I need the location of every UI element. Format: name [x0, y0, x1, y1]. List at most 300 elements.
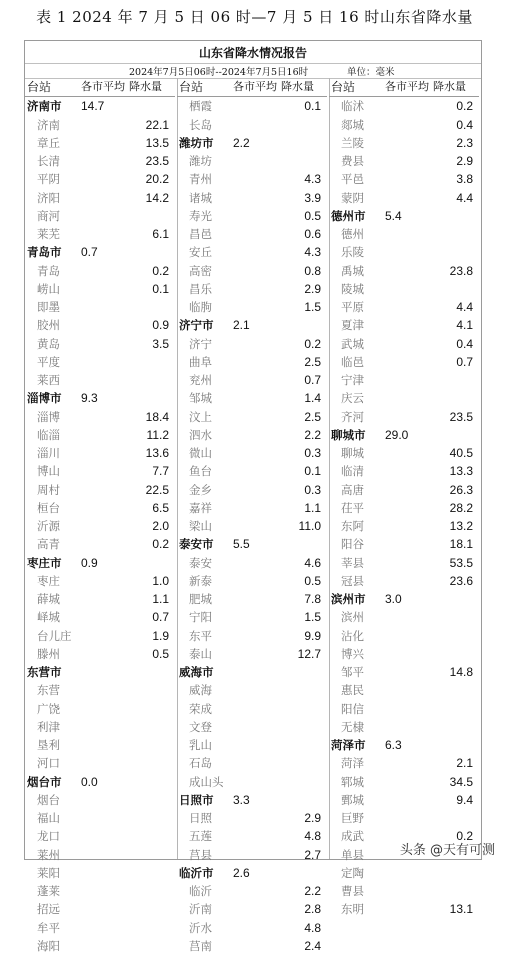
station-row [177, 207, 327, 225]
precipitation-value: 23.5 [145, 154, 169, 168]
station-row [25, 207, 175, 225]
station-name: 微山 [189, 446, 212, 460]
station-name: 邹平 [341, 665, 364, 679]
station-name: 聊城 [341, 446, 364, 460]
station-row [329, 700, 479, 718]
station-row [25, 152, 175, 170]
precipitation-value: 0.3 [304, 446, 321, 460]
precipitation-value: 14.2 [145, 190, 169, 205]
station-name: 武城 [341, 336, 364, 351]
station-row [25, 298, 175, 316]
station-row [177, 681, 327, 699]
station-name: 东明 [341, 902, 364, 917]
city-average: 2.1 [233, 318, 250, 333]
precipitation-value: 3.5 [152, 336, 169, 351]
station-row [25, 791, 175, 809]
city-name: 泰安市 [179, 537, 214, 552]
station-row [25, 444, 175, 462]
station-name: 单县 [341, 847, 364, 862]
precipitation-value: 1.9 [152, 628, 169, 643]
station-row [177, 919, 327, 937]
station-name: 乳山 [189, 738, 212, 752]
station-name: 日照 [189, 811, 212, 825]
station-name: 沾化 [341, 628, 364, 643]
station-row [177, 298, 327, 316]
city-row [177, 663, 327, 681]
station-row [25, 900, 175, 918]
station-name: 宁阳 [189, 610, 212, 625]
station-name: 章丘 [37, 135, 60, 150]
station-name: 鄄城 [341, 792, 364, 807]
station-name: 新泰 [189, 573, 212, 588]
station-name: 昌乐 [189, 281, 212, 296]
city-average: 5.4 [385, 208, 402, 223]
precipitation-value: 4.1 [456, 318, 473, 333]
station-name: 惠民 [341, 683, 364, 698]
station-row [177, 335, 327, 353]
city-row [177, 864, 327, 882]
station-row [177, 389, 327, 407]
station-name: 东平 [189, 628, 212, 643]
station-row [177, 243, 327, 261]
city-row [329, 426, 479, 444]
station-name: 石岛 [189, 756, 212, 771]
station-name: 平原 [341, 300, 364, 314]
city-row [25, 554, 175, 572]
city-row [329, 590, 479, 608]
precipitation-value: 20.2 [145, 172, 169, 187]
station-row [25, 353, 175, 371]
station-row [25, 681, 175, 699]
station-row [329, 663, 479, 681]
station-name: 济宁 [189, 336, 212, 351]
station-row [177, 280, 327, 298]
precipitation-value: 0.2 [152, 263, 169, 278]
report-period: 2024年7月5日06时--2024年7月5日16时 [129, 67, 309, 78]
station-name: 莱芜 [37, 227, 60, 241]
station-row [329, 353, 479, 371]
report-unit: 单位：毫米 [347, 67, 395, 78]
station-row [329, 882, 479, 900]
station-name: 枣庄 [37, 573, 60, 588]
station-name: 陵城 [341, 281, 364, 296]
precipitation-value: 0.2 [152, 537, 169, 552]
station-row [25, 754, 175, 772]
station-name: 乐陵 [341, 245, 364, 260]
station-name: 招远 [37, 902, 60, 917]
precipitation-value: 0.1 [152, 281, 169, 296]
station-name: 德州 [341, 227, 364, 241]
header-city-average: 各市平均 [233, 80, 277, 93]
station-row [177, 846, 327, 864]
station-row [177, 499, 327, 517]
station-row [329, 335, 479, 353]
precipitation-value: 0.8 [304, 263, 321, 278]
station-name: 五莲 [189, 829, 212, 844]
station-row [25, 937, 175, 955]
station-row [177, 882, 327, 900]
precipitation-value: 2.1 [456, 756, 473, 771]
station-row [177, 754, 327, 772]
header-precipitation: 降水量 [129, 80, 162, 93]
station-name: 泗水 [189, 427, 212, 442]
city-name: 滨州市 [331, 592, 366, 606]
station-row [25, 116, 175, 134]
station-name: 海阳 [37, 938, 60, 953]
station-name: 平邑 [341, 172, 364, 187]
station-row [25, 426, 175, 444]
station-name: 青岛 [37, 263, 60, 278]
station-row [329, 773, 479, 791]
precipitation-value: 1.5 [304, 300, 321, 314]
station-row [177, 900, 327, 918]
table-column-2 [177, 78, 327, 955]
station-name: 莱西 [37, 373, 60, 387]
station-name: 济阳 [37, 190, 60, 205]
station-row [329, 152, 479, 170]
station-row [177, 773, 327, 791]
station-row [25, 846, 175, 864]
station-row [329, 627, 479, 645]
city-row [25, 773, 175, 791]
precipitation-value: 0.1 [304, 99, 321, 114]
station-row [25, 572, 175, 590]
precipitation-value: 9.9 [304, 628, 321, 643]
station-row [329, 243, 479, 261]
station-row [25, 481, 175, 499]
city-name: 潍坊市 [179, 135, 214, 150]
station-name: 济南 [37, 117, 60, 132]
station-name: 利津 [37, 719, 60, 734]
precipitation-value: 40.5 [449, 446, 473, 460]
station-name: 淄川 [37, 446, 60, 460]
precipitation-value: 7.7 [152, 464, 169, 479]
city-name: 聊城市 [331, 427, 366, 442]
precipitation-value: 4.4 [456, 300, 473, 314]
header-precipitation: 降水量 [281, 80, 314, 93]
station-name: 黄岛 [37, 336, 60, 351]
station-row [177, 809, 327, 827]
station-row [25, 225, 175, 243]
station-row [25, 335, 175, 353]
station-name: 栖霞 [189, 99, 212, 114]
header-city-average: 各市平均 [385, 80, 429, 93]
station-name: 蓬莱 [37, 884, 60, 898]
precipitation-value: 4.4 [456, 190, 473, 205]
station-row [25, 882, 175, 900]
station-row [329, 554, 479, 572]
report-subheader [25, 63, 481, 79]
station-row [25, 189, 175, 207]
station-row [177, 736, 327, 754]
station-name: 文登 [189, 719, 212, 734]
precipitation-value: 23.8 [449, 263, 473, 278]
station-row [329, 535, 479, 553]
station-row [177, 189, 327, 207]
precipitation-value: 6.1 [152, 227, 169, 241]
station-row [329, 864, 479, 882]
precipitation-value: 13.2 [449, 519, 473, 533]
precipitation-value: 0.1 [304, 464, 321, 479]
precipitation-value: 53.5 [449, 555, 473, 570]
station-row [329, 754, 479, 772]
precipitation-value: 0.5 [304, 573, 321, 588]
city-row [25, 243, 175, 261]
station-name: 兖州 [189, 373, 212, 387]
station-name: 曹县 [341, 884, 364, 898]
precipitation-value: 0.2 [304, 336, 321, 351]
station-row [177, 481, 327, 499]
city-name: 威海市 [179, 665, 214, 679]
station-name: 蒙阴 [341, 190, 364, 205]
station-row [329, 517, 479, 535]
station-name: 威海 [189, 683, 212, 698]
station-row [177, 554, 327, 572]
precipitation-value: 1.0 [152, 573, 169, 588]
station-row [329, 791, 479, 809]
station-name: 夏津 [341, 318, 364, 333]
station-name: 薛城 [37, 592, 60, 606]
station-row [329, 116, 479, 134]
station-row [177, 517, 327, 535]
station-name: 庆云 [341, 391, 364, 406]
precipitation-value: 2.8 [304, 902, 321, 917]
city-average: 2.2 [233, 135, 250, 150]
header-station: 台站 [27, 80, 52, 94]
station-row [177, 827, 327, 845]
station-row [177, 353, 327, 371]
station-name: 梁山 [189, 519, 212, 533]
station-name: 临清 [341, 464, 364, 479]
precipitation-value: 4.3 [304, 172, 321, 187]
precipitation-value: 0.7 [304, 373, 321, 387]
precipitation-value: 2.2 [304, 884, 321, 898]
precipitation-value: 12.7 [297, 646, 321, 661]
city-row [177, 791, 327, 809]
city-name: 东营市 [27, 665, 62, 679]
city-row [329, 736, 479, 754]
station-row [177, 700, 327, 718]
city-name: 济宁市 [179, 318, 214, 333]
station-row [329, 262, 479, 280]
station-row [177, 590, 327, 608]
city-row [25, 97, 175, 115]
header-station: 台站 [331, 80, 356, 94]
station-name: 河口 [37, 756, 60, 771]
station-name: 长清 [37, 154, 60, 168]
precipitation-value: 7.8 [304, 592, 321, 606]
station-name: 成武 [341, 829, 364, 844]
header-station: 台站 [179, 80, 204, 94]
city-row [25, 663, 175, 681]
watermark: 头条 @天有可测 [399, 843, 495, 858]
station-row [25, 827, 175, 845]
station-row [177, 170, 327, 188]
station-row [329, 316, 479, 334]
station-name: 广饶 [37, 701, 60, 716]
station-name: 淄博 [37, 409, 60, 424]
station-name: 高密 [189, 263, 212, 278]
station-row [329, 900, 479, 918]
station-name: 鱼台 [189, 464, 212, 479]
header-row [177, 78, 327, 97]
station-row [329, 444, 479, 462]
city-average: 0.0 [81, 774, 98, 789]
city-name: 日照市 [179, 792, 214, 807]
precipitation-value: 34.5 [449, 774, 473, 789]
precipitation-value: 2.2 [304, 427, 321, 442]
station-name: 莘县 [341, 555, 364, 570]
station-row [177, 608, 327, 626]
precipitation-value: 0.3 [304, 482, 321, 497]
station-row [177, 116, 327, 134]
station-name: 牟平 [37, 920, 60, 935]
city-average: 0.9 [81, 555, 98, 570]
station-row [25, 280, 175, 298]
precipitation-value: 0.4 [456, 336, 473, 351]
table-caption: 表 1 2024 年 7 月 5 日 06 时—7 月 5 日 16 时山东省降水量 [36, 8, 473, 26]
station-row [177, 937, 327, 955]
station-row [25, 316, 175, 334]
station-row [177, 262, 327, 280]
station-row [25, 627, 175, 645]
station-name: 台儿庄 [37, 628, 72, 643]
precipitation-value: 9.4 [456, 792, 473, 807]
station-row [177, 462, 327, 480]
precipitation-value: 2.9 [304, 281, 321, 296]
city-average: 2.6 [233, 865, 250, 880]
station-name: 临沂 [189, 884, 212, 898]
table-column-1 [25, 78, 175, 955]
station-name: 即墨 [37, 300, 60, 314]
station-row [177, 444, 327, 462]
station-name: 禹城 [341, 263, 364, 278]
station-name: 博兴 [341, 646, 364, 661]
station-row [177, 408, 327, 426]
station-name: 胶州 [37, 318, 60, 333]
precipitation-value: 18.1 [449, 537, 473, 552]
station-name: 曲阜 [189, 354, 212, 369]
station-name: 龙口 [37, 829, 60, 844]
station-name: 沂南 [189, 902, 212, 917]
city-average: 5.5 [233, 537, 250, 552]
station-name: 金乡 [189, 482, 212, 497]
station-row [329, 481, 479, 499]
station-row [329, 608, 479, 626]
precipitation-value: 23.6 [449, 573, 473, 588]
city-name: 临沂市 [179, 865, 214, 880]
station-name: 荣成 [189, 701, 212, 716]
city-average: 3.0 [385, 592, 402, 606]
precipitation-value: 13.6 [145, 446, 169, 460]
precipitation-value: 13.3 [449, 464, 473, 479]
station-name: 泰山 [189, 646, 212, 661]
city-row [329, 207, 479, 225]
station-name: 平阴 [37, 172, 60, 187]
station-row [329, 645, 479, 663]
report-title: 山东省降水情况报告 [198, 46, 307, 60]
station-row [177, 371, 327, 389]
station-row [329, 718, 479, 736]
station-row [177, 572, 327, 590]
city-row [177, 134, 327, 152]
station-row [25, 408, 175, 426]
precipitation-value: 0.2 [456, 99, 473, 114]
station-name: 昌邑 [189, 227, 212, 241]
precipitation-value: 13.5 [145, 135, 169, 150]
station-row [25, 700, 175, 718]
precipitation-value: 2.7 [304, 847, 321, 862]
station-row [25, 864, 175, 882]
station-row [329, 389, 479, 407]
station-row [329, 408, 479, 426]
city-average: 6.3 [385, 738, 402, 752]
station-row [25, 535, 175, 553]
precipitation-value: 2.9 [456, 154, 473, 168]
station-row [25, 371, 175, 389]
station-name: 东营 [37, 683, 60, 698]
station-name: 费县 [341, 154, 364, 168]
station-row [329, 298, 479, 316]
station-name: 临邑 [341, 354, 364, 369]
station-name: 泰安 [189, 555, 212, 570]
city-average: 14.7 [81, 99, 105, 114]
precipitation-value: 3.9 [304, 190, 321, 205]
station-row [329, 189, 479, 207]
station-name: 菏泽 [341, 756, 364, 771]
station-row [177, 718, 327, 736]
station-row [25, 809, 175, 827]
station-name: 烟台 [37, 792, 60, 807]
station-name: 嘉祥 [189, 500, 212, 515]
precipitation-value: 2.9 [304, 811, 321, 825]
station-row [25, 170, 175, 188]
station-name: 肥城 [189, 592, 212, 606]
station-name: 博山 [37, 464, 60, 479]
city-name: 淄博市 [27, 391, 62, 406]
precipitation-value: 4.3 [304, 245, 321, 260]
city-name: 枣庄市 [27, 555, 62, 570]
precipitation-value: 1.1 [152, 592, 169, 606]
station-name: 齐河 [341, 409, 364, 424]
station-name: 诸城 [189, 190, 212, 205]
header-precipitation: 降水量 [433, 80, 466, 93]
precipitation-value: 22.1 [145, 117, 169, 132]
city-name: 菏泽市 [331, 738, 366, 752]
station-row [329, 572, 479, 590]
precipitation-value: 0.7 [456, 354, 473, 369]
station-name: 成山头 [189, 774, 224, 789]
station-name: 莱阳 [37, 865, 60, 880]
precipitation-value: 0.2 [456, 829, 473, 844]
precipitation-value: 0.5 [304, 208, 321, 223]
station-row [329, 462, 479, 480]
station-name: 潍坊 [189, 154, 212, 168]
precipitation-value: 0.5 [152, 646, 169, 661]
station-name: 郯城 [341, 117, 364, 132]
station-name: 莒南 [189, 938, 212, 953]
station-row [25, 590, 175, 608]
precipitation-value: 2.5 [304, 354, 321, 369]
station-name: 周村 [37, 482, 60, 497]
precipitation-value: 1.5 [304, 610, 321, 625]
city-name: 青岛市 [27, 245, 62, 260]
station-row [25, 517, 175, 535]
station-row [25, 919, 175, 937]
precipitation-value: 2.3 [456, 135, 473, 150]
station-name: 青州 [189, 172, 212, 187]
station-name: 高青 [37, 537, 60, 552]
